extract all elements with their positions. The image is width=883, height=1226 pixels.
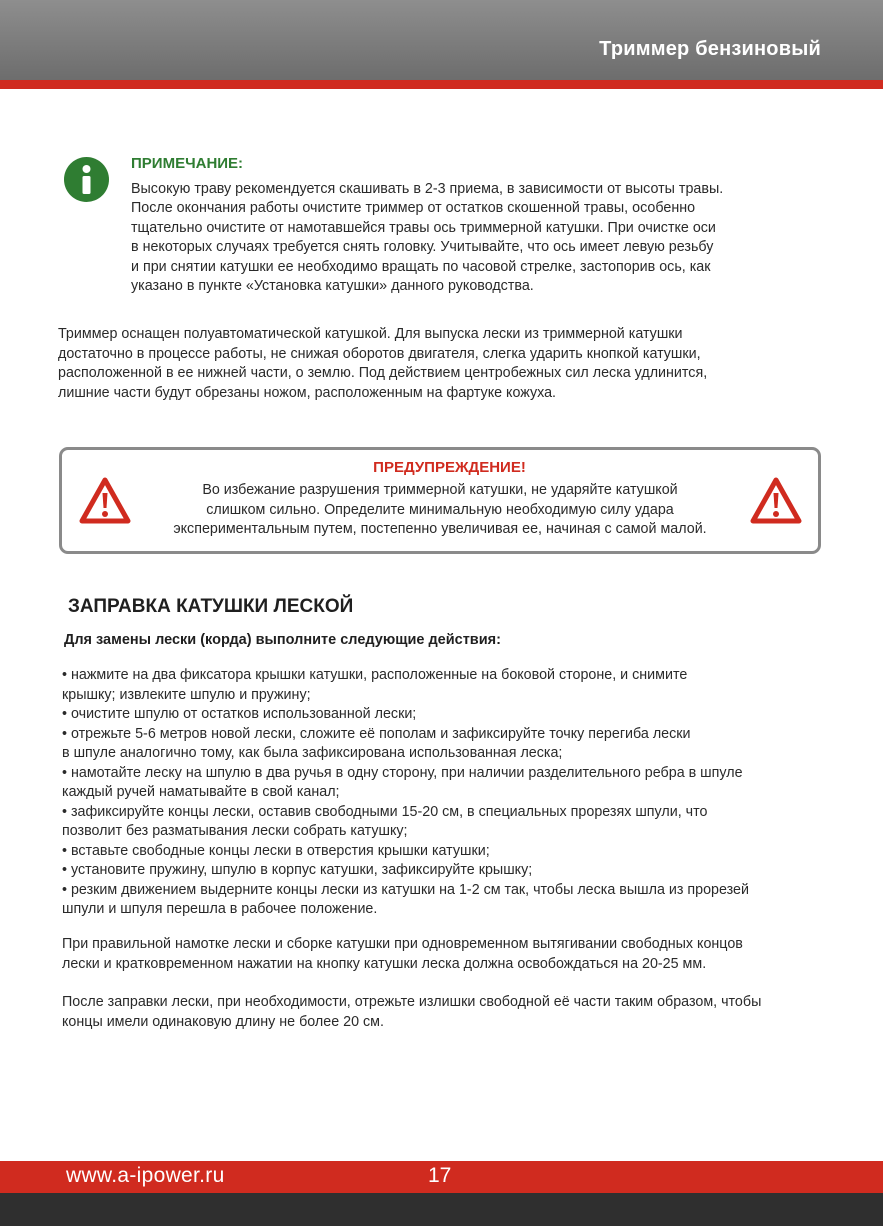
footer-url[interactable]: www.a-ipower.ru xyxy=(66,1164,225,1187)
list-item: позволит без разматывания лески собрать катушку; xyxy=(62,823,408,839)
trimming-paragraph xyxy=(62,993,842,1032)
note-line: тщательно очистите от намотавшейся травы ось триммерной катушки. При очистке оси xyxy=(131,219,716,236)
paragraph-line: При правильной намотке лески и сборке катушки при одновременном вытягивании свободных концов xyxy=(62,936,743,952)
note-line: После окончания работы очистите триммер от остатков скошенной травы, особенно xyxy=(131,200,696,217)
list-item: • отрежьте 5-6 метров новой лески, сложите её пополам и зафиксируйте точку перегиба лески xyxy=(62,725,691,742)
intro-line: достаточно в процессе работы, не снижая оборотов двигателя, слегка ударить кнопкой катушки, xyxy=(58,345,701,362)
page-header xyxy=(0,0,883,80)
paragraph-line: После заправки лески, при необходимости, отрежьте излишки свободной её части таким образом, чтобы xyxy=(62,994,762,1010)
list-item: • вставьте свободные концы лески в отверстия крышки катушки; xyxy=(62,842,490,859)
warning-line: Во избежание разрушения триммерной катушки, не ударяйте катушкой xyxy=(202,482,678,498)
list-item: в шпуле аналогично тому, как была зафиксирована использованная леска; xyxy=(62,745,563,761)
info-icon xyxy=(64,157,109,202)
header-title: Триммер бензиновый xyxy=(599,38,821,60)
list-item: • резким движением выдерните концы лески из катушки на 1-2 см так, чтобы леска вышла из прорезей xyxy=(62,881,749,898)
intro-line: Триммер оснащен полуавтоматической катушкой. Для выпуска лески из триммерной катушки xyxy=(58,326,683,342)
warning-line: экспериментальным путем, постепенно увеличивая ее, начиная с самой малой. xyxy=(173,521,707,537)
warning-line: слишком сильно. Определите минимальную необходимую силу удара xyxy=(206,501,674,518)
list-item: • очистите шпулю от остатков использованной лески; xyxy=(62,706,417,722)
page-number: 17 xyxy=(428,1164,452,1187)
note-text xyxy=(131,180,831,296)
header-accent-stripe xyxy=(0,80,883,89)
warning-title: ПРЕДУПРЕЖДЕНИЕ! xyxy=(373,459,526,476)
steps-list xyxy=(62,666,842,920)
note-line: указано в пункте «Установка катушки» данного руководства. xyxy=(131,278,534,295)
list-item: крышку; извлеките шпулю и пружину; xyxy=(62,686,311,703)
warning-triangle-icon xyxy=(750,476,802,526)
warning-text xyxy=(138,481,742,540)
section-title: ЗАПРАВКА КАТУШКИ ЛЕСКОЙ xyxy=(68,596,354,617)
list-item: • установите пружину, шпулю в корпус катушки, зафиксируйте крышку; xyxy=(62,862,533,878)
list-item: • зафиксируйте концы лески, оставив свободными 15-20 см, в специальных прорезях шпули, что xyxy=(62,803,708,820)
paragraph-line: лески и кратковременном нажатии на кнопку катушки леска должна освобождаться на 20-25 мм. xyxy=(62,955,707,972)
section-subtitle: Для замены лески (корда) выполните следующие действия: xyxy=(64,632,501,648)
paragraph-line: концы имели одинаковую длину не более 20 см. xyxy=(62,1013,384,1030)
winding-paragraph xyxy=(62,935,842,974)
intro-line: расположенной в ее нижней части, о землю. Под действием центробежных сил леска удлинится, xyxy=(58,365,708,381)
list-item: каждый ручей наматывайте в свой канал; xyxy=(62,784,340,800)
warning-triangle-icon xyxy=(79,476,131,526)
list-item: шпули и шпуля перешла в рабочее положение. xyxy=(62,901,378,917)
note-line: Высокую траву рекомендуется скашивать в 2-3 приема, в зависимости от высоты травы. xyxy=(131,181,724,197)
note-line: в некоторых случаях требуется снять головку. Учитывайте, что ось имеет левую резьбу xyxy=(131,239,714,256)
note-line: и при снятии катушки ее необходимо вращать по часовой стрелке, застопорив ось, как xyxy=(131,258,711,275)
intro-line: лишние части будут обрезаны ножом, расположенным на фартуке кожуха. xyxy=(58,384,557,401)
note-title: ПРИМЕЧАНИЕ: xyxy=(131,155,244,172)
list-item: • нажмите на два фиксатора крышки катушки, расположенные на боковой стороне, и снимите xyxy=(62,667,688,683)
footer-bottom-bar xyxy=(0,1193,883,1226)
list-item: • намотайте леску на шпулю в два ручья в одну сторону, при наличии разделительного ребра в шпуле xyxy=(62,764,743,781)
intro-paragraph xyxy=(58,325,838,403)
